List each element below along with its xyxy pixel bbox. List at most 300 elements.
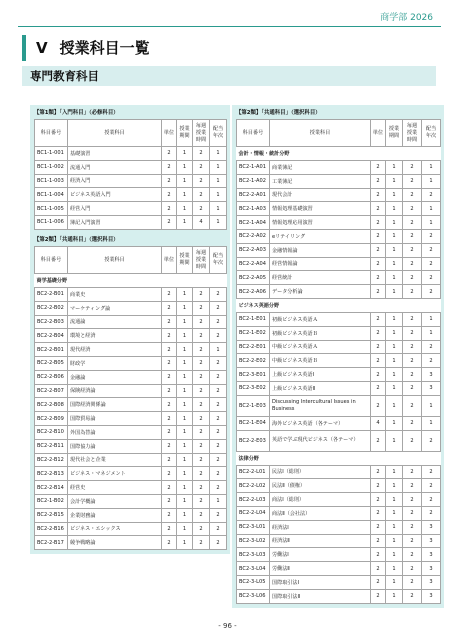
course-code: BC2-2-L01 (237, 465, 270, 479)
year: 3 (422, 381, 441, 395)
table-row (237, 340, 441, 354)
table-row (35, 288, 227, 302)
term: 1 (386, 354, 403, 368)
term: 1 (177, 522, 193, 536)
table-row (35, 301, 227, 315)
course-name: 商法Ⅰ（総則） (270, 493, 371, 507)
weekly-hours: 2 (193, 202, 210, 216)
table-row (35, 160, 227, 174)
table-row (35, 425, 227, 439)
weekly-hours: 2 (193, 370, 210, 384)
term: 1 (177, 467, 193, 481)
credits: 2 (371, 243, 386, 257)
course-code: BC2-2-A01 (237, 188, 270, 202)
course-code: BC2-2-A05 (237, 271, 270, 285)
course-name: 上級ビジネス英語Ⅰ (270, 368, 371, 382)
year: 2 (422, 257, 441, 271)
credits: 2 (162, 188, 177, 202)
year: 2 (422, 493, 441, 507)
course-code: BC2-2-B11 (35, 439, 68, 453)
weekly-hours: 2 (403, 229, 422, 243)
table-header-row (35, 247, 227, 274)
weekly-hours: 2 (403, 188, 422, 202)
course-code: BC2-2-B13 (35, 467, 68, 481)
credits: 2 (162, 343, 177, 357)
term: 1 (386, 326, 403, 340)
term: 1 (177, 370, 193, 384)
weekly-hours: 2 (403, 416, 422, 430)
year: 2 (210, 439, 227, 453)
course-name: 競争戦略論 (68, 536, 162, 550)
credits: 2 (371, 589, 386, 603)
course-code: BC2-2-B10 (35, 425, 68, 439)
year: 2 (210, 329, 227, 343)
credits: 2 (371, 271, 386, 285)
year: 2 (210, 453, 227, 467)
credits: 2 (162, 481, 177, 495)
course-name: Discussing Intercultural Issues in Business (270, 395, 371, 416)
table-row (237, 312, 441, 326)
credits: 2 (162, 147, 177, 161)
intro-courses-table (34, 119, 227, 230)
weekly-hours: 2 (193, 481, 210, 495)
course-code: BC2-3-L03 (237, 548, 270, 562)
table-row (237, 430, 441, 451)
course-code: BC2-2-A03 (237, 243, 270, 257)
weekly-hours: 2 (193, 508, 210, 522)
course-name: 民法Ⅰ（総則） (270, 465, 371, 479)
term: 1 (386, 174, 403, 188)
year: 2 (422, 229, 441, 243)
credits: 2 (162, 425, 177, 439)
year: 1 (422, 174, 441, 188)
term: 1 (177, 384, 193, 398)
course-code: BC2-3-L06 (237, 589, 270, 603)
credits: 2 (162, 315, 177, 329)
table-row (237, 229, 441, 243)
year: 1 (210, 147, 227, 161)
weekly-hours: 2 (193, 384, 210, 398)
credits: 2 (371, 354, 386, 368)
course-code: BC2-2-B15 (35, 508, 68, 522)
credits: 2 (371, 188, 386, 202)
weekly-hours: 2 (193, 147, 210, 161)
table-row (35, 188, 227, 202)
weekly-hours: 2 (193, 453, 210, 467)
table-row (35, 215, 227, 229)
course-code: BC2-3-E02 (237, 381, 270, 395)
term: 1 (386, 229, 403, 243)
course-name: 保険経済論 (68, 384, 162, 398)
course-name: 基礎演習 (68, 147, 162, 161)
category-row (237, 298, 441, 312)
page-number: - 96 - (218, 622, 237, 630)
weekly-hours: 2 (193, 174, 210, 188)
table-row (35, 412, 227, 426)
year: 2 (210, 536, 227, 550)
course-code: BC2-3-L05 (237, 575, 270, 589)
course-code: BC1-1-005 (35, 202, 68, 216)
term: 1 (177, 536, 193, 550)
table-row (35, 329, 227, 343)
table-row (35, 343, 227, 357)
year: 2 (422, 271, 441, 285)
year: 1 (422, 312, 441, 326)
course-code: BC2-2-E03 (237, 430, 270, 451)
credits: 2 (371, 381, 386, 395)
course-code: BC2-2-B05 (35, 356, 68, 370)
panel-title: 【第1類】「入門科目」（必修科目） (34, 110, 119, 116)
term: 1 (177, 315, 193, 329)
table-row (237, 548, 441, 562)
course-name: 英語で学ぶ現代ビジネス（各テーマ） (270, 430, 371, 451)
credits: 2 (371, 520, 386, 534)
weekly-hours: 2 (403, 161, 422, 175)
table-row (35, 508, 227, 522)
course-code: BC2-2-E01 (237, 340, 270, 354)
course-name: 商法Ⅱ（会社法） (270, 506, 371, 520)
course-code: BC2-2-B03 (35, 315, 68, 329)
year: 2 (422, 465, 441, 479)
credits: 2 (371, 479, 386, 493)
year: 2 (210, 384, 227, 398)
table-row (237, 354, 441, 368)
course-code: BC2-2-B08 (35, 398, 68, 412)
credits: 2 (162, 160, 177, 174)
course-name: 経営情報論 (270, 257, 371, 271)
term: 1 (177, 174, 193, 188)
course-code: BC2-2-A04 (237, 257, 270, 271)
category-row (237, 147, 441, 161)
table-row (35, 174, 227, 188)
credits: 2 (371, 395, 386, 416)
credits: 2 (162, 301, 177, 315)
table-row (237, 257, 441, 271)
course-code: BC1-1-004 (35, 188, 68, 202)
column-header-credits: 単位 (162, 120, 177, 147)
table-row (237, 174, 441, 188)
credits: 4 (371, 416, 386, 430)
year: 2 (210, 370, 227, 384)
year: 1 (422, 161, 441, 175)
year: 1 (422, 216, 441, 230)
year: 2 (422, 285, 441, 299)
course-name: 国際協力論 (68, 439, 162, 453)
weekly-hours: 2 (403, 534, 422, 548)
term: 1 (386, 381, 403, 395)
course-code: BC1-1-001 (35, 147, 68, 161)
term: 1 (386, 465, 403, 479)
weekly-hours: 2 (193, 329, 210, 343)
column-header-hours: 授業 期間 (386, 120, 403, 147)
weekly-hours: 4 (193, 215, 210, 229)
page-title (22, 35, 436, 61)
table-row (237, 416, 441, 430)
year: 1 (422, 395, 441, 416)
year: 1 (210, 494, 227, 508)
chapter-title: 授業科目一覧 (59, 39, 150, 57)
business-basics-table (34, 246, 227, 550)
term: 1 (386, 395, 403, 416)
credits: 2 (162, 202, 177, 216)
year: 2 (422, 340, 441, 354)
column-header-code: 科目番号 (237, 120, 270, 147)
course-name: 現代経済 (68, 343, 162, 357)
weekly-hours: 2 (403, 395, 422, 416)
course-code: BC2-2-B14 (35, 481, 68, 495)
year: 2 (210, 356, 227, 370)
column-header-semester: 毎週 授業 時間 (193, 120, 210, 147)
term: 1 (386, 493, 403, 507)
credits: 2 (162, 384, 177, 398)
course-code: BC2-1-E03 (237, 395, 270, 416)
term: 1 (386, 243, 403, 257)
table-row (237, 589, 441, 603)
credits: 2 (162, 356, 177, 370)
column-header-subject: 授業科目 (68, 247, 162, 274)
term: 1 (386, 216, 403, 230)
weekly-hours: 2 (403, 493, 422, 507)
course-name: 金融論 (68, 370, 162, 384)
table-row (35, 398, 227, 412)
year: 2 (422, 479, 441, 493)
weekly-hours: 2 (193, 398, 210, 412)
year: 1 (210, 215, 227, 229)
credits: 2 (371, 548, 386, 562)
year: 2 (210, 288, 227, 302)
credits: 2 (162, 288, 177, 302)
year: 1 (422, 202, 441, 216)
year: 2 (210, 412, 227, 426)
course-code: BC2-1-A02 (237, 174, 270, 188)
table-row (35, 439, 227, 453)
table-row (237, 506, 441, 520)
weekly-hours: 2 (193, 301, 210, 315)
course-name: 情報処理応用演習 (270, 216, 371, 230)
weekly-hours: 2 (403, 548, 422, 562)
weekly-hours: 2 (403, 381, 422, 395)
category-label: 法律分野 (237, 451, 441, 465)
credits: 2 (371, 161, 386, 175)
course-code: BC2-2-A02 (237, 229, 270, 243)
column-header-subject: 授業科目 (270, 120, 371, 147)
year: 2 (210, 315, 227, 329)
year: 3 (422, 548, 441, 562)
weekly-hours: 2 (403, 465, 422, 479)
table-row (35, 522, 227, 536)
term: 1 (386, 575, 403, 589)
year: 2 (422, 243, 441, 257)
column-header-code: 科目番号 (35, 247, 68, 274)
weekly-hours: 2 (403, 479, 422, 493)
year: 1 (210, 343, 227, 357)
course-name: 流通入門 (68, 160, 162, 174)
term: 1 (386, 416, 403, 430)
course-name: 国際取引法Ⅱ (270, 589, 371, 603)
weekly-hours: 2 (403, 575, 422, 589)
course-name: ビジネス・エシックス (68, 522, 162, 536)
credits: 2 (162, 453, 177, 467)
year: 2 (210, 301, 227, 315)
column-header-credits: 単位 (162, 247, 177, 274)
credits: 2 (371, 174, 386, 188)
credits: 2 (371, 326, 386, 340)
table-row (237, 479, 441, 493)
credits: 2 (371, 506, 386, 520)
course-name: 会計学概論 (68, 494, 162, 508)
course-name: eリテイリング (270, 229, 371, 243)
course-code: BC1-1-002 (35, 160, 68, 174)
table-row (237, 381, 441, 395)
year: 2 (210, 522, 227, 536)
course-code: BC2-3-L04 (237, 562, 270, 576)
course-name: 海外ビジネス英語（各テーマ） (270, 416, 371, 430)
course-name: 労働法Ⅰ (270, 548, 371, 562)
term: 1 (177, 215, 193, 229)
course-name: 財政学 (68, 356, 162, 370)
weekly-hours: 2 (403, 243, 422, 257)
course-code: BC2-2-B01 (35, 288, 68, 302)
table-row (237, 271, 441, 285)
term: 1 (386, 285, 403, 299)
table-row (35, 147, 227, 161)
credits: 2 (162, 536, 177, 550)
term: 1 (386, 257, 403, 271)
credits: 2 (162, 494, 177, 508)
course-code: BC2-2-L02 (237, 479, 270, 493)
course-code: BC2-1-E04 (237, 416, 270, 430)
year: 2 (422, 188, 441, 202)
course-code: BC2-1-E01 (237, 312, 270, 326)
term: 1 (177, 329, 193, 343)
course-name: 現代会計 (270, 188, 371, 202)
credits: 2 (371, 430, 386, 451)
weekly-hours: 2 (403, 562, 422, 576)
course-name: 経営入門 (68, 202, 162, 216)
credits: 2 (162, 439, 177, 453)
course-code: BC2-3-E01 (237, 368, 270, 382)
year: 1 (210, 174, 227, 188)
course-name: 経済入門 (68, 174, 162, 188)
table-row (35, 494, 227, 508)
course-name: 現代社会と企業 (68, 453, 162, 467)
course-name: 中級ビジネス英語Ａ (270, 340, 371, 354)
year: 2 (210, 398, 227, 412)
course-name: 初級ビジネス英語Ｂ (270, 326, 371, 340)
weekly-hours: 2 (193, 288, 210, 302)
course-name: 商業史 (68, 288, 162, 302)
course-code: BC2-2-B17 (35, 536, 68, 550)
year: 3 (422, 368, 441, 382)
course-code: BC2-2-L04 (237, 506, 270, 520)
column-header-year: 配当 年次 (210, 247, 227, 274)
weekly-hours: 2 (403, 257, 422, 271)
course-name: 経済法Ⅱ (270, 534, 371, 548)
credits: 2 (371, 257, 386, 271)
table-row (237, 285, 441, 299)
term: 1 (177, 160, 193, 174)
year: 2 (422, 354, 441, 368)
column-header-year: 配当 年次 (422, 120, 441, 147)
term: 1 (177, 412, 193, 426)
section-title: 専門教育科目 (22, 66, 436, 86)
course-name: 流通論 (68, 315, 162, 329)
year: 1 (422, 416, 441, 430)
table-header-row (237, 120, 441, 147)
year: 1 (422, 326, 441, 340)
category-label: ビジネス英語分野 (237, 298, 441, 312)
weekly-hours: 2 (403, 174, 422, 188)
weekly-hours: 2 (193, 343, 210, 357)
term: 1 (177, 301, 193, 315)
year: 2 (210, 508, 227, 522)
term: 1 (386, 202, 403, 216)
credits: 2 (162, 522, 177, 536)
weekly-hours: 2 (403, 368, 422, 382)
credits: 2 (162, 398, 177, 412)
table-row (237, 188, 441, 202)
panel-title: 【第2類】「共通科目」（選択科目） (236, 110, 321, 116)
credits: 2 (162, 508, 177, 522)
weekly-hours: 2 (403, 312, 422, 326)
course-code: BC2-2-B06 (35, 370, 68, 384)
weekly-hours: 2 (193, 494, 210, 508)
course-name: 簿記入門演習 (68, 215, 162, 229)
course-name: ビジネス・マネジメント (68, 467, 162, 481)
panel-title: 【第2類】「共通科目」（選択科目） (34, 237, 119, 243)
course-code: BC1-1-003 (35, 174, 68, 188)
course-code: BC2-3-L01 (237, 520, 270, 534)
term: 1 (386, 430, 403, 451)
table-row (237, 520, 441, 534)
term: 1 (177, 288, 193, 302)
table-row (35, 315, 227, 329)
year: 3 (422, 575, 441, 589)
category-label: 会計・情報・統計分野 (237, 147, 441, 161)
year: 1 (210, 160, 227, 174)
term: 1 (177, 481, 193, 495)
weekly-hours: 2 (193, 315, 210, 329)
table-row (237, 575, 441, 589)
table-row (35, 202, 227, 216)
term: 1 (177, 425, 193, 439)
year: 2 (210, 467, 227, 481)
term: 1 (177, 188, 193, 202)
table-row (35, 356, 227, 370)
term: 1 (177, 494, 193, 508)
weekly-hours: 2 (193, 160, 210, 174)
course-name: 上級ビジネス英語Ⅱ (270, 381, 371, 395)
year: 1 (210, 202, 227, 216)
header-faculty-year: 商学部 2026 (380, 13, 433, 23)
course-name: 経済法Ⅰ (270, 520, 371, 534)
common-courses-table (236, 119, 441, 604)
column-header-code: 科目番号 (35, 120, 68, 147)
column-header-semester: 毎週 授業 時間 (403, 120, 422, 147)
credits: 2 (371, 465, 386, 479)
course-name: 国際経済関係論 (68, 398, 162, 412)
column-header-hours: 授業 期間 (177, 120, 193, 147)
course-name: 中級ビジネス英語Ｂ (270, 354, 371, 368)
term: 1 (386, 479, 403, 493)
table-row (237, 161, 441, 175)
credits: 2 (371, 340, 386, 354)
course-code: BC2-1-A03 (237, 202, 270, 216)
table-row (237, 395, 441, 416)
weekly-hours: 2 (193, 439, 210, 453)
year: 2 (422, 430, 441, 451)
course-name: 労働法Ⅱ (270, 562, 371, 576)
